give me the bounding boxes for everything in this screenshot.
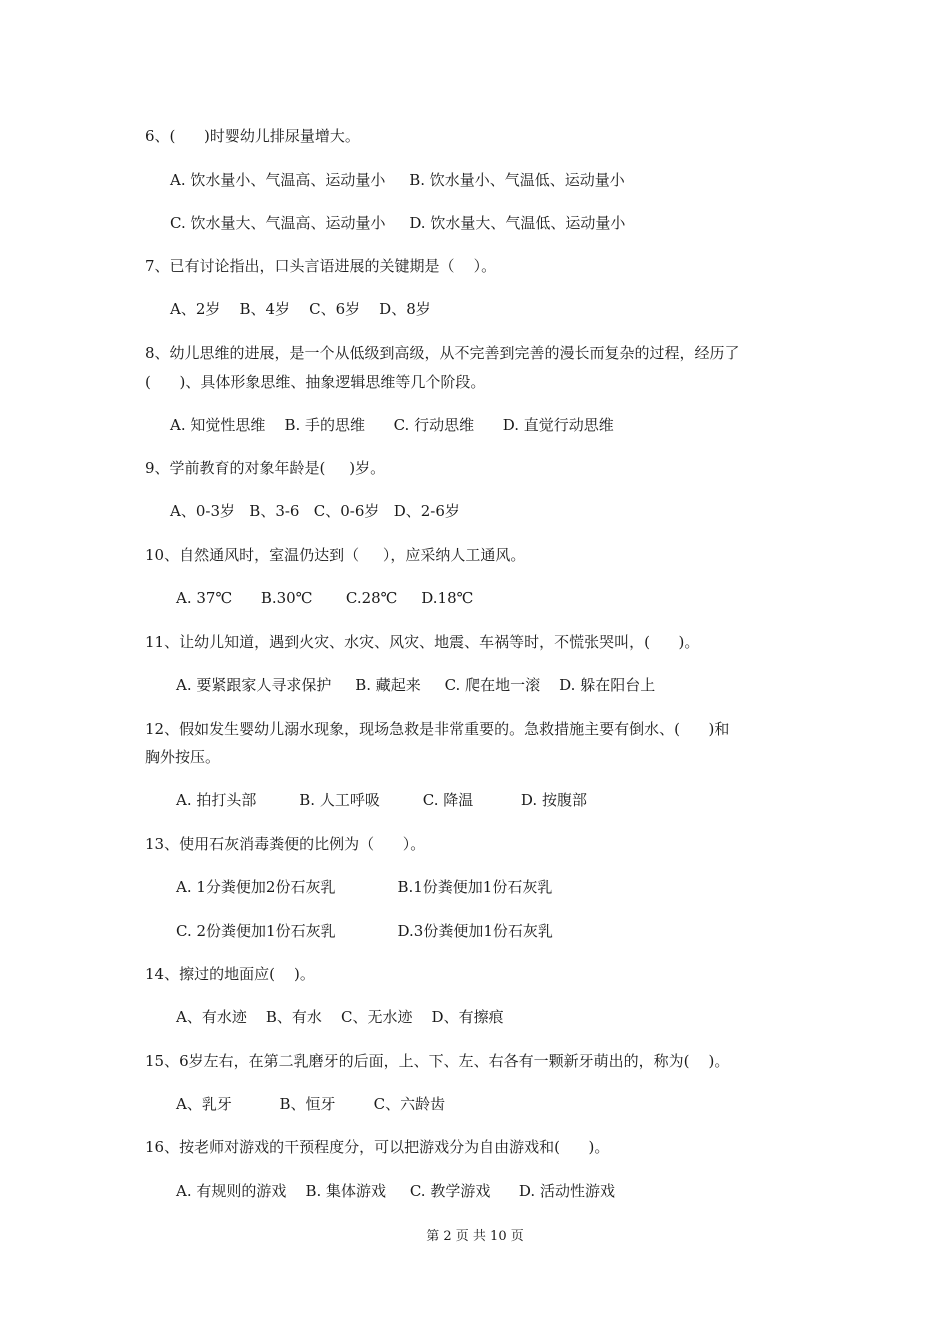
question-12-stem-line-1: 12、假如发生婴幼儿溺水现象，现场急救是非常重要的。急救措施主要有倒水、( )和 bbox=[145, 720, 730, 738]
question-13-stem: 13、使用石灰消毒粪便的比例为（ ）。 bbox=[145, 835, 426, 853]
question-12-options: A. 拍打头部 B. 人工呼吸 C. 降温 D. 按腹部 bbox=[176, 791, 587, 809]
question-13-options-row-2: C. 2份粪便加1份石灰乳 D.3份粪便加1份石灰乳 bbox=[176, 922, 553, 940]
question-12-stem-line-2: 胸外按压。 bbox=[145, 748, 221, 766]
question-14-options: A、有水迹 B、有水 C、无水迹 D、有擦痕 bbox=[176, 1008, 504, 1026]
question-10-options: A. 37℃ B.30℃ C.28℃ D.18℃ bbox=[176, 589, 474, 607]
question-8-stem-line-1: 8、幼儿思维的进展，是一个从低级到高级，从不完善到完善的漫长而复杂的过程，经历了 bbox=[145, 344, 740, 362]
question-7-stem: 7、已有讨论指出，口头言语进展的关键期是（ ）。 bbox=[145, 257, 497, 275]
question-16-stem: 16、按老师对游戏的干预程度分，可以把游戏分为自由游戏和( )。 bbox=[145, 1138, 610, 1156]
question-9-options: A、0-3岁 B、3-6 C、0-6岁 D、2-6岁 bbox=[170, 502, 460, 520]
question-9-stem: 9、学前教育的对象年龄是( )岁。 bbox=[145, 459, 386, 477]
question-13-options-row-1: A. 1分粪便加2份石灰乳 B.1份粪便加1份石灰乳 bbox=[176, 878, 553, 896]
question-8-stem-line-2: ( )、具体形象思维、抽象逻辑思维等几个阶段。 bbox=[145, 373, 486, 391]
question-6-stem: 6、( )时婴幼儿排尿量增大。 bbox=[145, 127, 360, 145]
question-6-options-row-2: C. 饮水量大、气温高、运动量小 D. 饮水量大、气温低、运动量小 bbox=[170, 214, 626, 232]
question-16-options: A. 有规则的游戏 B. 集体游戏 C. 教学游戏 D. 活动性游戏 bbox=[176, 1182, 615, 1200]
question-15-options: A、乳牙 B、恒牙 C、六龄齿 bbox=[176, 1095, 446, 1113]
question-10-stem: 10、自然通风时，室温仍达到（ ），应采纳人工通风。 bbox=[145, 546, 526, 564]
question-11-options: A. 要紧跟家人寻求保护 B. 藏起来 C. 爬在地一滚 D. 躲在阳台上 bbox=[176, 676, 656, 694]
page-footer: 第 2 页 共 10 页 bbox=[426, 1229, 524, 1244]
question-15-stem: 15、6岁左右，在第二乳磨牙的后面，上、下、左、右各有一颗新牙萌出的，称为( )。 bbox=[145, 1052, 730, 1070]
question-8-options: A. 知觉性思维 B. 手的思维 C. 行动思维 D. 直觉行动思维 bbox=[170, 416, 614, 434]
question-11-stem: 11、让幼儿知道，遇到火灾、水灾、风灾、地震、车祸等时，不慌张哭叫，( )。 bbox=[145, 633, 700, 651]
question-6-options-row-1: A. 饮水量小、气温高、运动量小 B. 饮水量小、气温低、运动量小 bbox=[170, 171, 625, 189]
question-14-stem: 14、擦过的地面应( )。 bbox=[145, 965, 315, 983]
question-7-options: A、2岁 B、4岁 C、6岁 D、8岁 bbox=[170, 300, 431, 318]
